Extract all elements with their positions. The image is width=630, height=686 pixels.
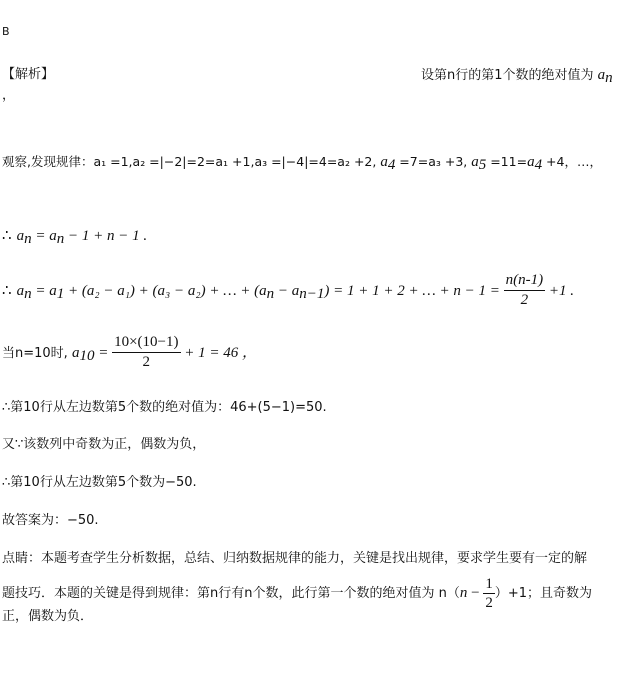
result-value: ∴第10行从左边数第5个数为−50.: [2, 475, 197, 490]
final-answer: 故答案为：−50.: [2, 513, 99, 528]
formula-recurrence: ∴ $a_n = a_n - 1 + n - 1$ .: [2, 228, 148, 247]
analysis-intro: 设第n行的第1个数的绝对值为 $a_n$: [421, 67, 613, 86]
observation-line: 观察,发现规律：a₁ =1,a₂ =|−2|=2=a₁ +1,a₃ =|−4|=4=a₂ +2, $a_4 =7=a_3 +3$, $a_5 =11=a_4 +4$，…，: [2, 154, 602, 173]
fraction-10: $\frac{10\times(10-1)}{2}$: [114, 334, 179, 370]
comment-line-3: 正，偶数为负．: [2, 609, 94, 624]
comment-line-1: 点睛：本题考查学生分析数据，总结、归纳数据规律的能力，关键是找出规律，要求学生要有一定的解: [2, 551, 588, 566]
comment-line-2: 题技巧．本题的关键是得到规律：第n行有n个数，此行第一个数的绝对值为 n（n − $\frac{1}{2}$ ）+1；且奇数为: [2, 576, 592, 611]
analysis-heading: 【解析】: [2, 67, 55, 82]
analysis-comma: ，: [2, 88, 16, 103]
fraction-n: $\frac{n(n-1)}{2}$: [505, 272, 544, 308]
answer-choice: B: [2, 25, 10, 38]
formula-n10: 当n=10时, $a_{10}$ = $\frac{10\times(10-1)}{2}$ + 1 = 46 ，: [2, 334, 257, 370]
result-abs-value: ∴第10行从左边数第5个数的绝对值为：46+(5−1)=50.: [2, 400, 327, 415]
fraction-half: $\frac{1}{2}$: [485, 576, 493, 611]
formula-sum: ∴ $a_n = a_1 + (a_2 - a_1) + (a_3 - a_2)$ + … + $(a_n - a_{n-1}) = 1 + 1 + 2$ + … + n − 1 = $\frac{n(n-1)}{2}$ +1 .: [2, 272, 574, 308]
sign-rule: 又∵该数列中奇数为正，偶数为负，: [2, 437, 206, 452]
